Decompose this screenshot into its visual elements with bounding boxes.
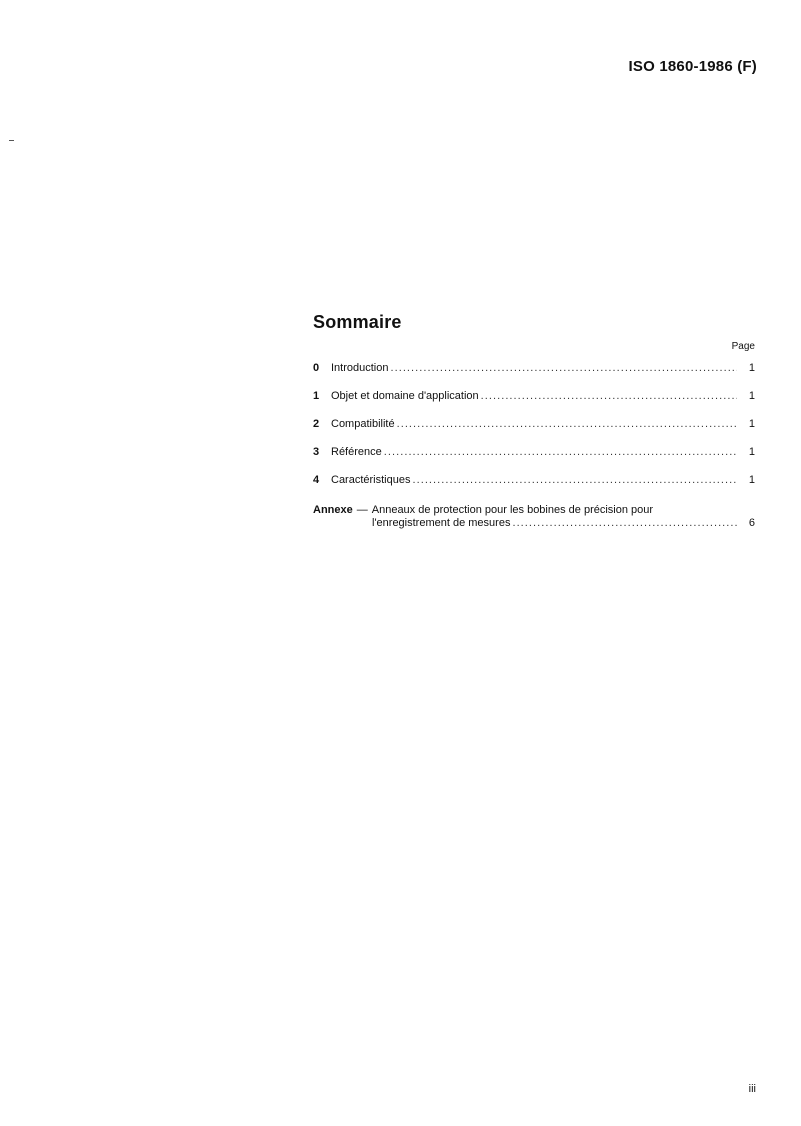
toc-entry-page: 1 [748, 474, 755, 486]
toc-entry-page: 1 [748, 362, 755, 374]
document-reference: ISO 1860-1986 (F) [628, 58, 757, 75]
toc-entry[interactable] [313, 362, 756, 390]
dot-leader [412, 474, 737, 486]
dot-leader [384, 446, 737, 458]
annex-label: Annexe [313, 504, 353, 516]
toc-entry-number: 1 [313, 390, 320, 402]
toc-entry[interactable] [313, 446, 756, 474]
toc-entry-label: Introduction [331, 362, 389, 374]
scan-mark [9, 140, 14, 141]
toc-entry[interactable] [313, 390, 756, 418]
dot-leader [397, 418, 737, 430]
annex-page: 6 [748, 517, 755, 529]
dot-leader [481, 390, 737, 402]
toc-entry-label: Objet et domaine d'application [331, 390, 479, 402]
annex-title-line1: Anneaux de protection pour les bobines de précision pour [371, 504, 654, 516]
annex-second-line [313, 517, 756, 529]
annex-first-line [313, 504, 756, 516]
table-of-contents [313, 312, 756, 529]
toc-entry-label: Caractéristiques [331, 474, 411, 486]
page-column-label: Page [731, 341, 755, 352]
toc-entry[interactable] [313, 474, 756, 502]
toc-entry-page: 1 [748, 418, 755, 430]
toc-title: Sommaire [313, 312, 402, 332]
toc-annex-entry[interactable] [313, 504, 756, 529]
toc-entry-page: 1 [748, 390, 755, 402]
dot-leader [390, 362, 737, 374]
dot-leader [512, 517, 737, 529]
toc-entry-number: 2 [313, 418, 320, 430]
toc-entry-number: 0 [313, 362, 320, 374]
page-folio: iii [748, 1083, 756, 1095]
toc-entry-label: Référence [331, 446, 382, 458]
annex-dash: — [356, 504, 368, 516]
toc-entry-page: 1 [748, 446, 755, 458]
annex-title-line2: l'enregistrement de mesures [372, 517, 511, 529]
toc-entry-label: Compatibilité [331, 418, 395, 430]
toc-entry[interactable] [313, 418, 756, 446]
toc-entry-number: 3 [313, 446, 320, 458]
toc-entry-number: 4 [313, 474, 320, 486]
